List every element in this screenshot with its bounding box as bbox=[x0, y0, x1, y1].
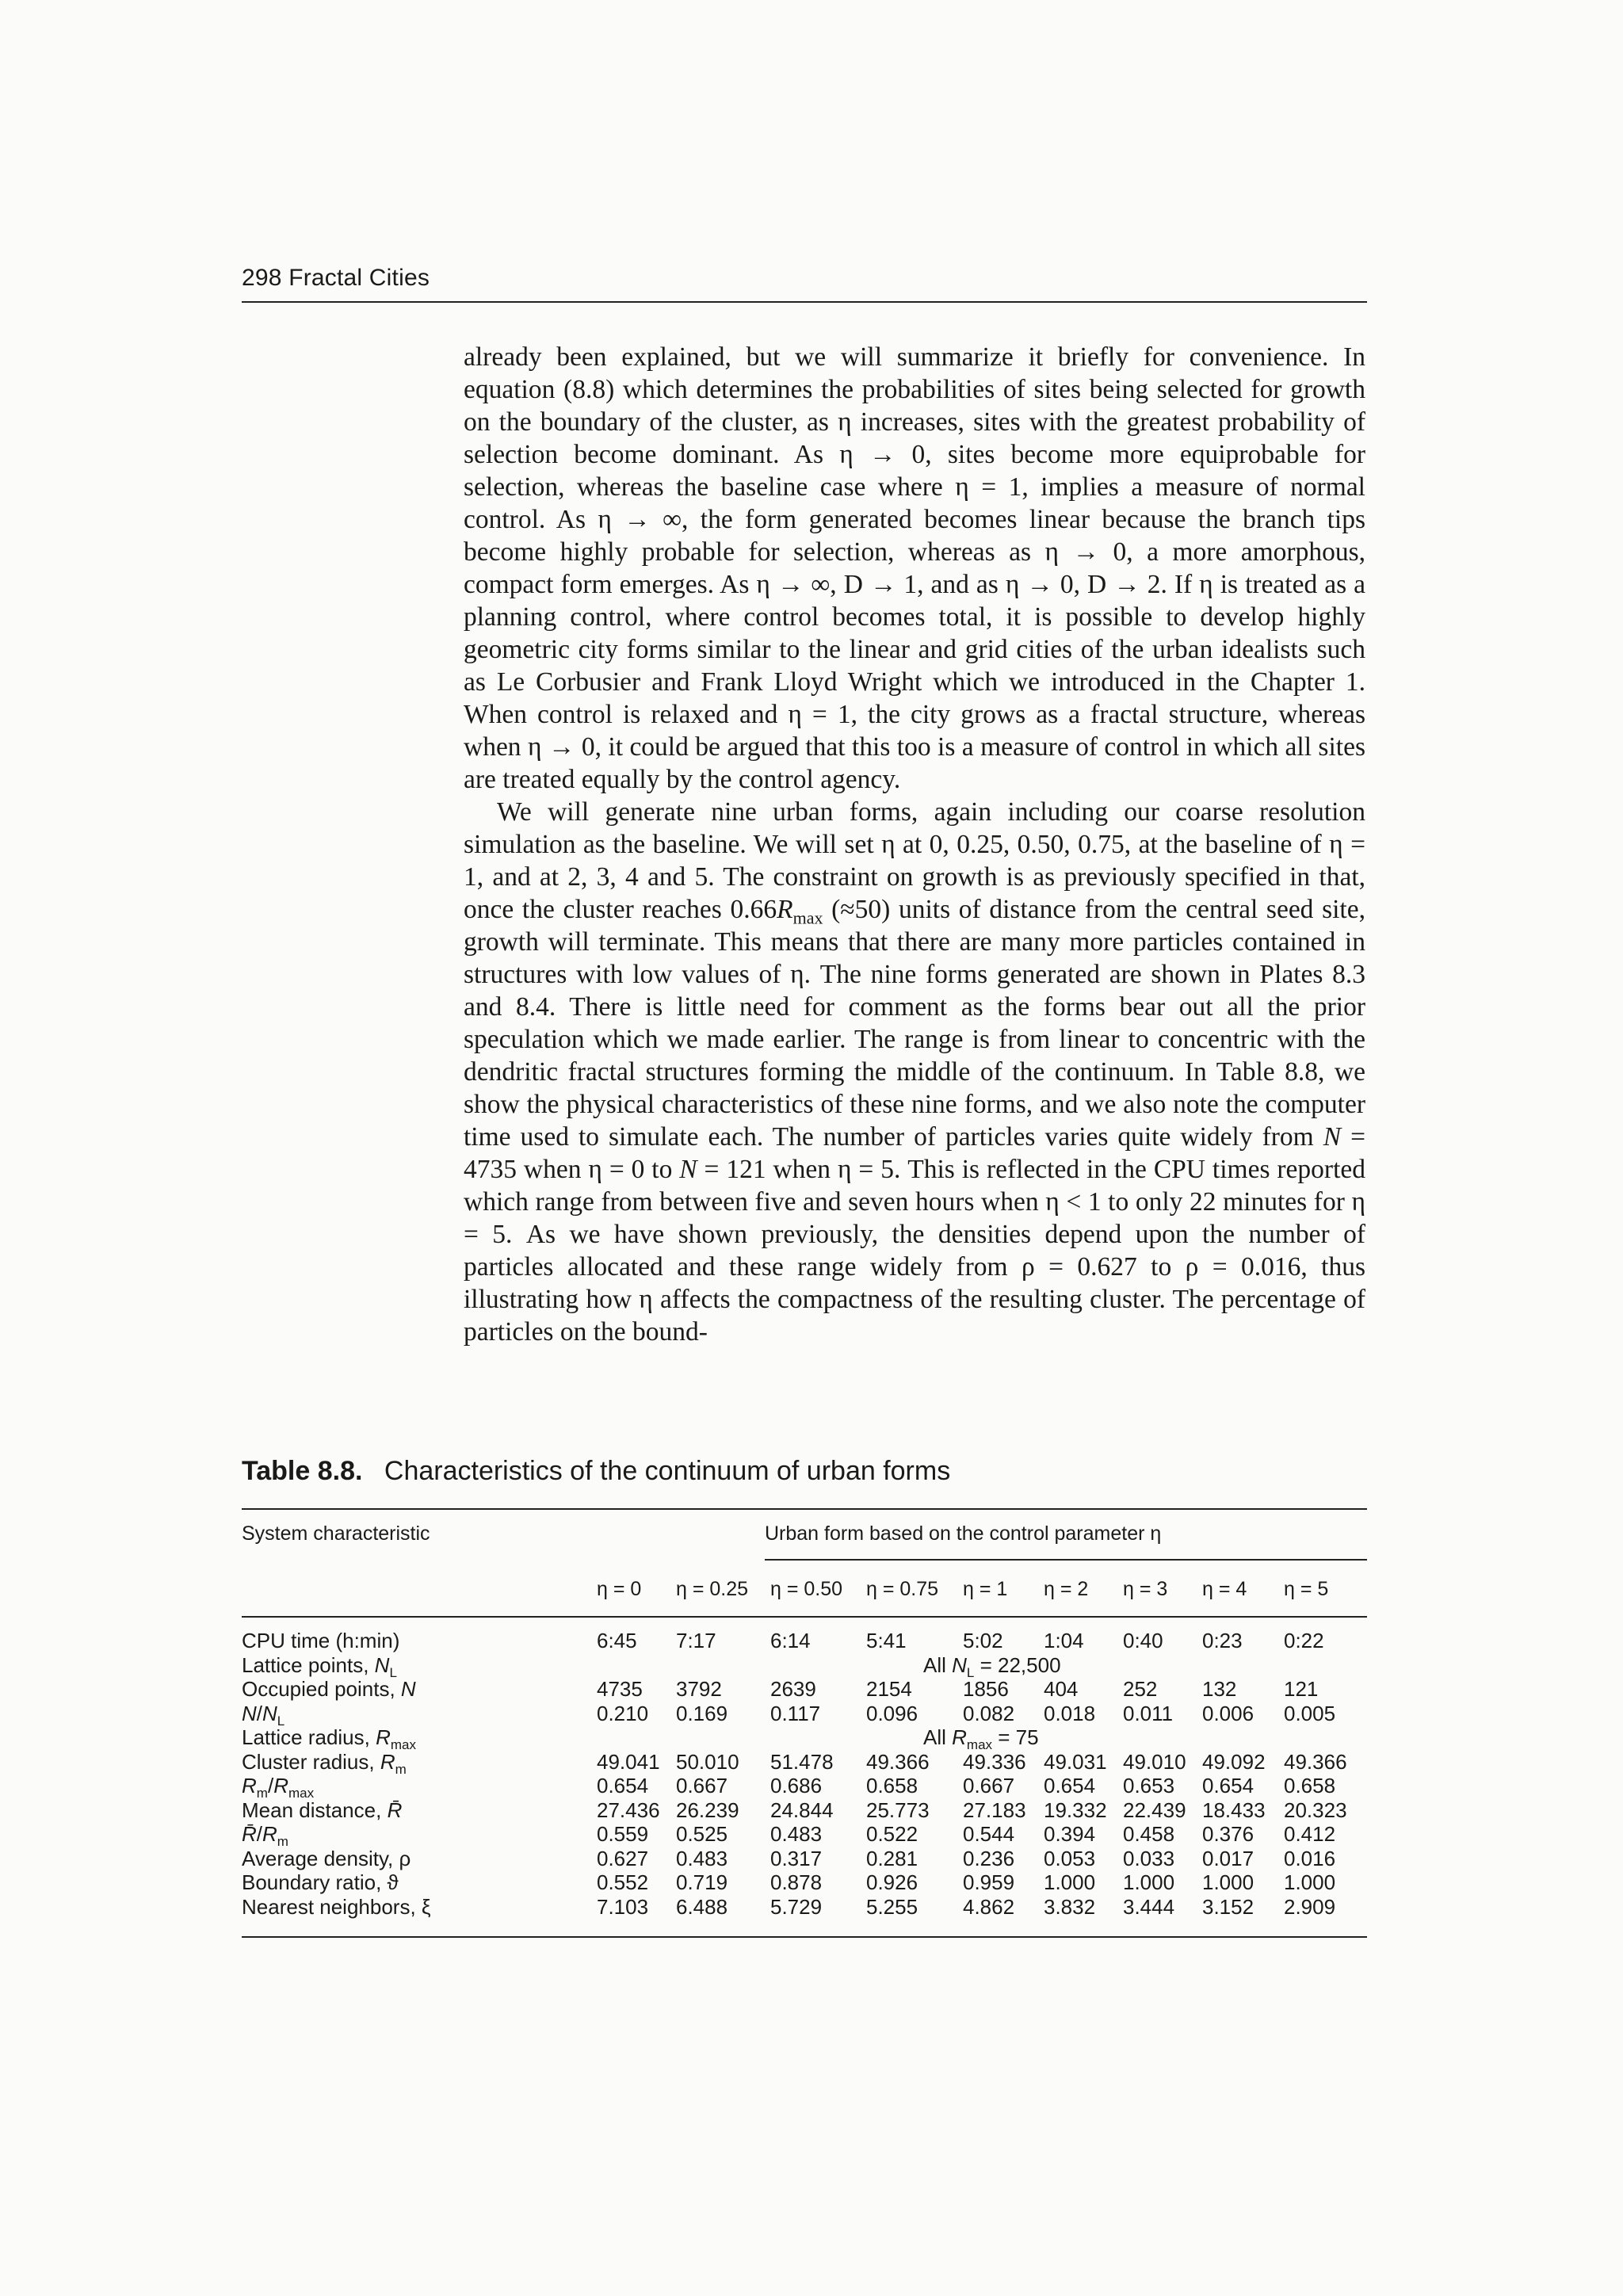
table-cell: 49.010 bbox=[1123, 1749, 1186, 1774]
eta-column-header: η = 4 bbox=[1202, 1578, 1247, 1600]
table-cell: 0.412 bbox=[1284, 1822, 1336, 1846]
table-cell: 0.394 bbox=[1044, 1822, 1096, 1846]
table-span-cell: All $R_{max} = 75$ bbox=[923, 1725, 1039, 1753]
table-cell: 0.376 bbox=[1202, 1822, 1254, 1846]
table-cell: 0.653 bbox=[1123, 1774, 1175, 1797]
table-cell: 26.239 bbox=[676, 1797, 739, 1822]
eta-column-header: η = 3 bbox=[1123, 1578, 1168, 1600]
table-cell: 27.436 bbox=[597, 1797, 660, 1822]
table-title: Characteristics of the continuum of urban forms bbox=[384, 1456, 951, 1486]
eta-column-header: η = 0.50 bbox=[770, 1578, 843, 1600]
table-cell: 0.559 bbox=[597, 1822, 649, 1846]
table-cell: 49.336 bbox=[963, 1749, 1026, 1774]
table-cell: 0.959 bbox=[963, 1870, 1015, 1894]
table-cell: 0.654 bbox=[597, 1774, 649, 1797]
table-cell: 7.103 bbox=[597, 1894, 649, 1919]
row-label: Boundary ratio, ϑ bbox=[242, 1870, 399, 1894]
table-cell: 1.000 bbox=[1202, 1870, 1254, 1894]
table-cell: 2154 bbox=[866, 1677, 912, 1701]
table-cell: 18.433 bbox=[1202, 1797, 1266, 1822]
row-label: Average density, ρ bbox=[242, 1846, 411, 1870]
table-cell: 5.729 bbox=[770, 1894, 823, 1919]
paragraph-1: already been explained, but we will summarize it briefly for convenience. In equation (8.8) which determines the probabilities of sites being selected for growth on the boundary of the cluster, as η increases, sites with the greatest probability of selection become dominant. As η → 0, sites become more equiprobable for selection, whereas the baseline case where η = 1, implies a measure of normal control. As η → ∞, the form generated becomes linear because the branch tips become highly probable for selection, whereas as η → 0, a more amorphous, compact form emerges. As η → ∞, D → 1, and as η → 0, D → 2. If η is treated as a planning control, where control becomes total, it is possible to develop highly geometric city forms similar to the linear and grid cities of the urban idealists such as Le Corbusier and Frank Lloyd Wright which we introduced in the Chapter 1. When control is relaxed and η = 1, the city grows as a fractal structure, whereas when η → 0, it could be argued that this too is a measure of control in which all sites are treated equally by the control agency. bbox=[464, 342, 1365, 794]
table-cell: 0.018 bbox=[1044, 1701, 1096, 1725]
eta-column-header: η = 0 bbox=[597, 1578, 642, 1600]
eta-column-header: η = 2 bbox=[1044, 1578, 1089, 1600]
row-label: $R_m/R_{max}$ bbox=[242, 1774, 315, 1801]
table-cell: 1:04 bbox=[1044, 1629, 1084, 1652]
table-cell: 0.011 bbox=[1123, 1701, 1174, 1725]
table-cell: 6:45 bbox=[597, 1629, 637, 1652]
eta-column-header: η = 0.75 bbox=[866, 1578, 939, 1600]
table-cell: 0.236 bbox=[963, 1846, 1015, 1870]
table-cell: 132 bbox=[1202, 1677, 1237, 1701]
table-cell: 0.169 bbox=[676, 1701, 728, 1725]
table-cell: 0.627 bbox=[597, 1846, 649, 1870]
table-cell: 404 bbox=[1044, 1677, 1079, 1701]
table-cell: 2.909 bbox=[1284, 1894, 1336, 1919]
table-cell: 0.878 bbox=[770, 1870, 823, 1894]
eta-column-header: η = 0.25 bbox=[676, 1578, 749, 1600]
table-cell: 0.096 bbox=[866, 1701, 918, 1725]
table-cell: 2639 bbox=[770, 1677, 816, 1701]
table-cell: 3.444 bbox=[1123, 1894, 1175, 1919]
table-cell: 121 bbox=[1284, 1677, 1319, 1701]
table-cell: 0.033 bbox=[1123, 1846, 1175, 1870]
table-cell: 1856 bbox=[963, 1677, 1009, 1701]
table-cell: 0.117 bbox=[770, 1701, 821, 1725]
table-cell: 25.773 bbox=[866, 1797, 930, 1822]
table-number: Table 8.8. bbox=[242, 1456, 363, 1486]
system-characteristic-header: System characteristic bbox=[242, 1522, 430, 1545]
table-cell: 0.525 bbox=[676, 1822, 728, 1846]
table-cell: 49.031 bbox=[1044, 1749, 1107, 1774]
table-cell: 22.439 bbox=[1123, 1797, 1186, 1822]
eta-column-header: η = 1 bbox=[963, 1578, 1008, 1600]
table-cell: 0.654 bbox=[1202, 1774, 1254, 1797]
table-cell: 1.000 bbox=[1044, 1870, 1096, 1894]
table-cell: 0.658 bbox=[1284, 1774, 1336, 1797]
row-label: Mean distance, R̄ bbox=[242, 1797, 403, 1822]
row-label: $R̄/R_m$ bbox=[242, 1822, 288, 1850]
row-label: Lattice radius, $R_{max}$ bbox=[242, 1725, 416, 1753]
table-cell: 0.281 bbox=[866, 1846, 918, 1870]
table-cell: 24.844 bbox=[770, 1797, 834, 1822]
table-cell: 7:17 bbox=[676, 1629, 716, 1652]
table-cell: 0:40 bbox=[1123, 1629, 1163, 1652]
table-cell: 4.862 bbox=[963, 1894, 1015, 1919]
table-cell: 19.332 bbox=[1044, 1797, 1107, 1822]
row-label: Nearest neighbors, ξ bbox=[242, 1894, 431, 1919]
table-cell: 1.000 bbox=[1123, 1870, 1175, 1894]
header-rule bbox=[242, 301, 1367, 303]
table-caption bbox=[242, 1456, 950, 1487]
table-cell: 0.458 bbox=[1123, 1822, 1175, 1846]
table-cell: 0.483 bbox=[676, 1846, 728, 1870]
table-cell: 3.152 bbox=[1202, 1894, 1254, 1919]
table-cell: 5:41 bbox=[866, 1629, 907, 1652]
table-cell: 0.654 bbox=[1044, 1774, 1096, 1797]
table-cell: 49.366 bbox=[1284, 1749, 1347, 1774]
table-cell: 0.552 bbox=[597, 1870, 649, 1894]
table-cell: 6:14 bbox=[770, 1629, 811, 1652]
table-cell: 5.255 bbox=[866, 1894, 918, 1919]
table-cell: 0.317 bbox=[770, 1846, 823, 1870]
table-cell: 5:02 bbox=[963, 1629, 1003, 1652]
table-cell: 1.000 bbox=[1284, 1870, 1336, 1894]
table-cell: 3792 bbox=[676, 1677, 722, 1701]
table-cell: 0.667 bbox=[676, 1774, 728, 1797]
row-label: $N/N_L$ bbox=[242, 1701, 285, 1729]
table-cell: 0.719 bbox=[676, 1870, 728, 1894]
table-cell: 3.832 bbox=[1044, 1894, 1096, 1919]
row-label: Lattice points, $N_L$ bbox=[242, 1652, 397, 1680]
table-cell: 49.041 bbox=[597, 1749, 660, 1774]
urban-header-rule bbox=[765, 1559, 1367, 1561]
eta-column-header: η = 5 bbox=[1284, 1578, 1329, 1600]
table-cell: 0.016 bbox=[1284, 1846, 1336, 1870]
table-cell: 252 bbox=[1123, 1677, 1158, 1701]
body-text bbox=[464, 341, 1365, 1348]
table-cell: 0.658 bbox=[866, 1774, 918, 1797]
table-cell: 49.366 bbox=[866, 1749, 930, 1774]
table-span-cell: All $N_L = 22,500$ bbox=[923, 1652, 1061, 1680]
table-cell: 4735 bbox=[597, 1677, 643, 1701]
table-cell: 51.478 bbox=[770, 1749, 834, 1774]
table-cell: 0.667 bbox=[963, 1774, 1015, 1797]
row-label: Occupied points, N bbox=[242, 1677, 416, 1701]
urban-form-header: Urban form based on the control parameter η bbox=[765, 1522, 1162, 1545]
table-cell: 0.053 bbox=[1044, 1846, 1096, 1870]
table-cell: 0.544 bbox=[963, 1822, 1015, 1846]
table-cell: 0.522 bbox=[866, 1822, 918, 1846]
table-cell: 50.010 bbox=[676, 1749, 739, 1774]
table-cell: 0.082 bbox=[963, 1701, 1015, 1725]
table-cell: 20.323 bbox=[1284, 1797, 1347, 1822]
table-cell: 0.686 bbox=[770, 1774, 823, 1797]
table-cell: 0:22 bbox=[1284, 1629, 1324, 1652]
table-cell: 0.006 bbox=[1202, 1701, 1254, 1725]
table-cell: 0.483 bbox=[770, 1822, 823, 1846]
row-label: CPU time (h:min) bbox=[242, 1629, 400, 1652]
table-cell: 0:23 bbox=[1202, 1629, 1243, 1652]
running-head: 298 Fractal Cities bbox=[242, 265, 430, 291]
table-cell: 27.183 bbox=[963, 1797, 1026, 1822]
table-cell: 0.005 bbox=[1284, 1701, 1336, 1725]
column-header-rule bbox=[242, 1616, 1367, 1618]
row-label: Cluster radius, $R_m$ bbox=[242, 1749, 407, 1777]
table-cell: 0.210 bbox=[597, 1701, 649, 1725]
table-cell: 0.926 bbox=[866, 1870, 918, 1894]
table-top-rule bbox=[242, 1508, 1367, 1510]
table-bottom-rule bbox=[242, 1936, 1367, 1938]
table-cell: 49.092 bbox=[1202, 1749, 1266, 1774]
table-cell: 0.017 bbox=[1202, 1846, 1254, 1870]
table-cell: 6.488 bbox=[676, 1894, 728, 1919]
paragraph-2: We will generate nine urban forms, again including our coarse resolution simulation as the baseline. We will set η at 0, 0.25, 0.50, 0.75, at the baseline of η = 1, and at 2, 3, 4 and 5. The constraint on growth is as previously specified in that, once the cluster reaches $0.66R_{max}$ (≈50) units of distance from the central seed site, growth will terminate. This means that there are many more particles contained in structures with low values of η. The nine forms generated are shown in Plates 8.3 and 8.4. There is little need for comment as the forms bear out all the prior speculation which we made earlier. The range is from linear to concentric with the dendritic fractal structures forming the middle of the continuum. In Table 8.8, we show the physical characteristics of these nine forms, and we also note the computer time used to simulate each. The number of particles varies quite widely from N = 4735 when η = 0 to N = 121 when η = 5. This is reflected in the CPU times reported which range from between five and seven hours when η < 1 to only 22 minutes for η = 5. As we have shown previously, the densities depend upon the number of particles allocated and these range widely from ρ = 0.627 to ρ = 0.016, thus illustrating how η affects the compactness of the resulting cluster. The percentage of particles on the bound- bbox=[464, 797, 1365, 1347]
